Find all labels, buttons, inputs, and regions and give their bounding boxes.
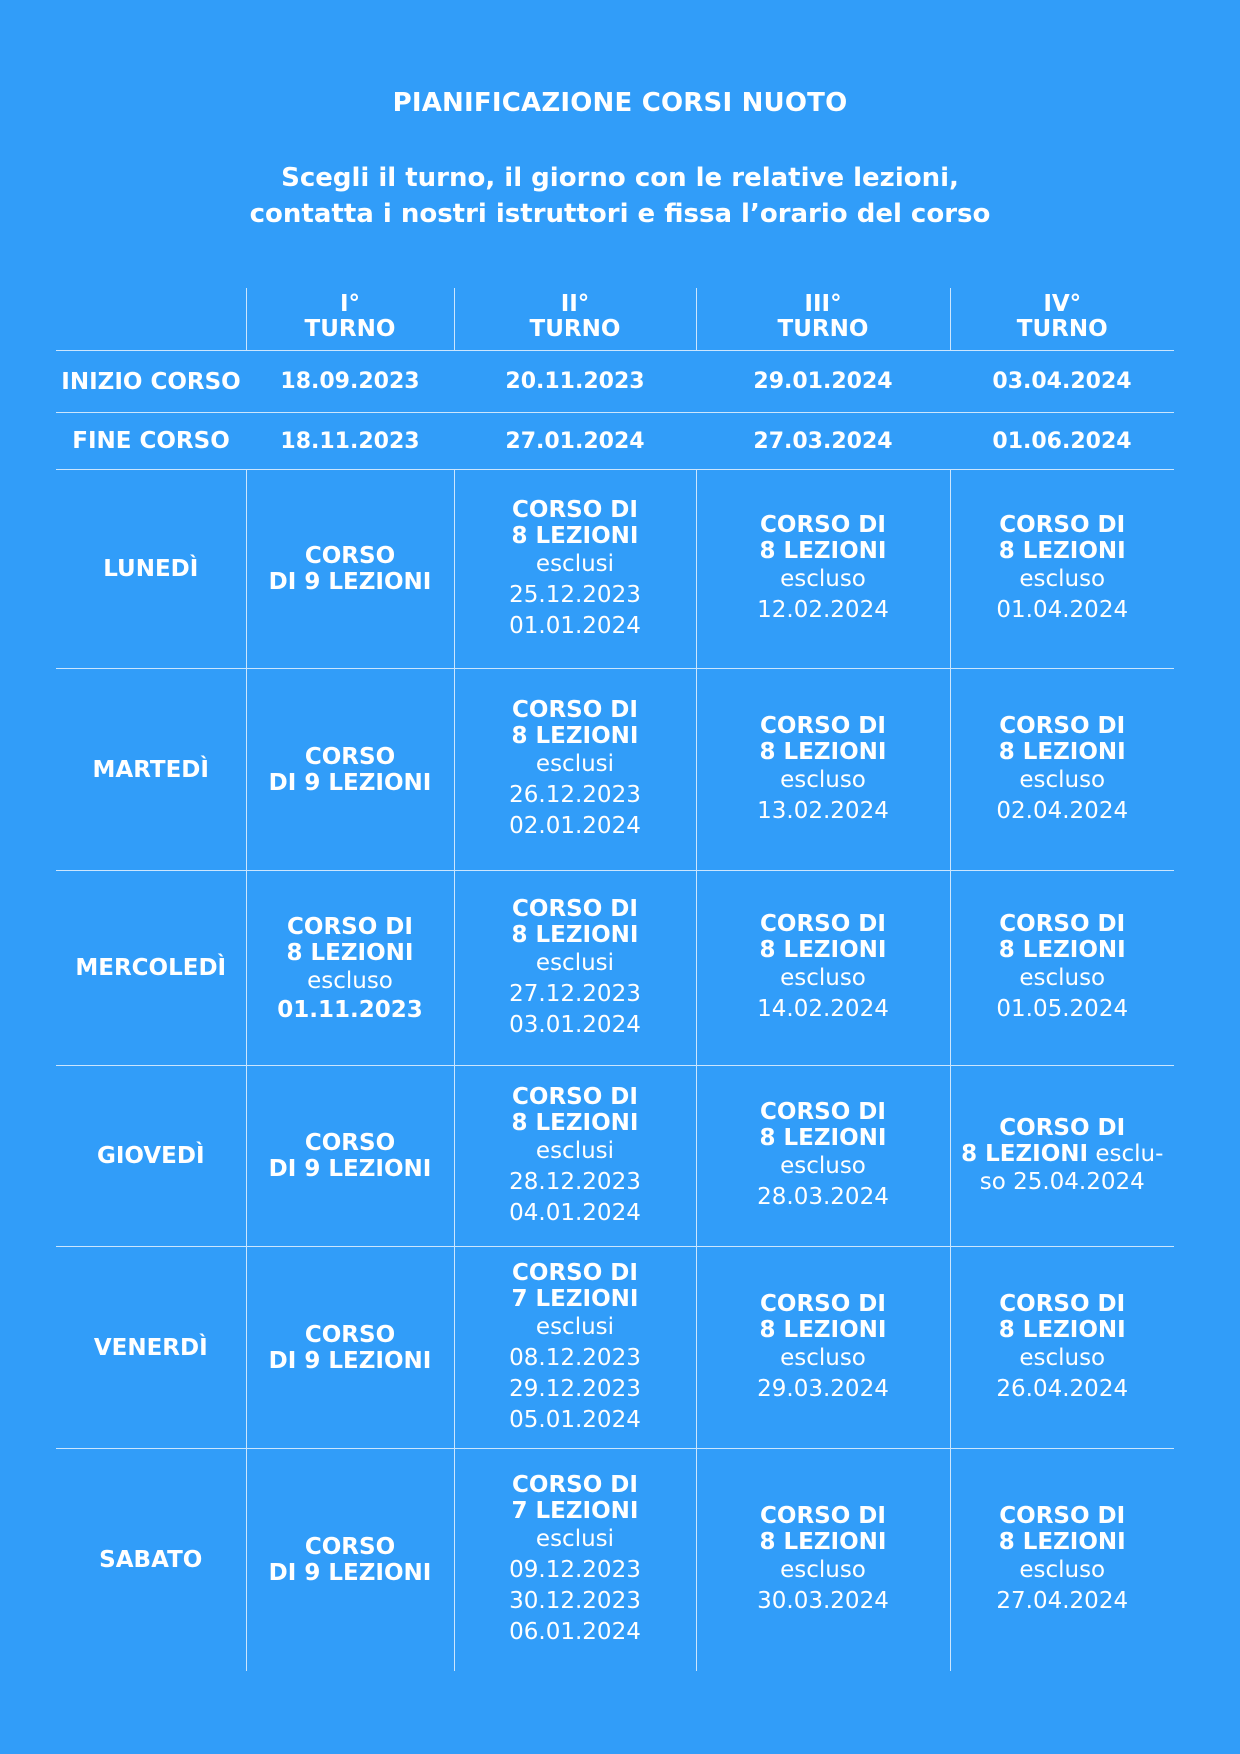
lessons-count: DI 9 LEZIONI xyxy=(268,1347,432,1374)
course-heading: CORSO xyxy=(304,1130,396,1156)
lessons-count: 8 LEZIONI xyxy=(961,1140,1089,1167)
course-info xyxy=(269,1322,432,1374)
lessons-count-line xyxy=(996,538,1128,564)
lessons-count: DI 9 LEZIONI xyxy=(268,569,432,595)
course-info xyxy=(996,512,1128,626)
course-cell xyxy=(454,1066,696,1247)
subtitle-line-1: Scegli il turno, il giorno con le relative lezioni, xyxy=(281,163,959,193)
start-date: 03.04.2024 xyxy=(950,351,1174,413)
day-row xyxy=(56,1247,1174,1449)
turno-number: III° xyxy=(804,291,842,317)
course-cell xyxy=(454,871,696,1066)
excluded-date: 02.01.2024 xyxy=(509,813,641,839)
lessons-count-line xyxy=(509,1498,641,1524)
course-cell xyxy=(950,1066,1174,1247)
course-info xyxy=(757,512,889,626)
lessons-count-line xyxy=(277,940,423,966)
row-label: INIZIO CORSO xyxy=(56,351,246,413)
lessons-count-line xyxy=(996,1317,1128,1343)
course-heading: CORSO DI xyxy=(512,1259,638,1286)
course-heading: CORSO DI xyxy=(512,1472,638,1498)
lessons-count-line xyxy=(757,1317,889,1343)
lessons-count-line xyxy=(996,937,1128,963)
course-heading: CORSO DI xyxy=(760,512,886,538)
course-heading: CORSO xyxy=(304,1321,396,1348)
course-heading: CORSO DI xyxy=(760,1503,886,1529)
end-date: 18.11.2023 xyxy=(246,413,454,470)
excluded-date: 08.12.2023 xyxy=(509,1344,641,1371)
turno-header xyxy=(696,288,950,351)
day-label: MERCOLEDÌ xyxy=(56,871,246,1066)
lessons-count: 8 LEZIONI xyxy=(998,1529,1126,1555)
excluded-date: 01.11.2023 xyxy=(277,996,423,1023)
fine-corso-row xyxy=(56,413,1174,470)
day-label: GIOVEDÌ xyxy=(56,1066,246,1247)
exclusion-label: esclusi xyxy=(535,949,615,976)
course-info xyxy=(509,1084,641,1229)
excluded-date: 30.12.2023 xyxy=(509,1588,641,1614)
page-subtitle xyxy=(0,160,1240,232)
course-heading: CORSO DI xyxy=(999,911,1126,937)
lessons-count: DI 9 LEZIONI xyxy=(268,1560,432,1586)
course-heading: CORSO DI xyxy=(999,712,1126,739)
excluded-date: 14.02.2024 xyxy=(757,996,889,1022)
end-date: 27.03.2024 xyxy=(696,413,950,470)
exclusion-label: esclusi xyxy=(535,1137,615,1164)
day-row xyxy=(56,1066,1174,1247)
corner-cell xyxy=(56,288,246,351)
excluded-date: 09.12.2023 xyxy=(509,1557,641,1583)
subtitle-line-2: contatta i nostri istruttori e fissa l’orario del corso xyxy=(249,199,991,229)
course-cell xyxy=(246,871,454,1066)
course-info xyxy=(269,744,432,796)
course-info xyxy=(757,911,889,1025)
course-info xyxy=(269,543,432,595)
exclusion-label: esclusi xyxy=(535,1313,615,1340)
course-info xyxy=(509,497,641,642)
exclusion-label: esclusi xyxy=(535,550,615,577)
lessons-count-line xyxy=(509,922,641,948)
excluded-date: 06.01.2024 xyxy=(509,1619,641,1645)
course-info xyxy=(757,713,889,827)
course-cell xyxy=(696,1247,950,1449)
lessons-count: 8 LEZIONI xyxy=(759,1316,887,1343)
course-info xyxy=(757,1291,889,1405)
day-row xyxy=(56,669,1174,871)
lessons-count: 7 LEZIONI xyxy=(511,1285,639,1312)
exclusion-label: escluso xyxy=(1019,766,1106,793)
excluded-date: 26.12.2023 xyxy=(509,782,641,808)
lessons-count: 8 LEZIONI xyxy=(759,1529,887,1555)
course-heading: CORSO DI xyxy=(760,1099,886,1125)
course-heading: CORSO DI xyxy=(512,496,638,523)
turno-label: TURNO xyxy=(1016,316,1108,342)
lessons-count-line xyxy=(269,1348,432,1374)
course-heading: CORSO xyxy=(304,543,396,569)
day-row xyxy=(56,871,1174,1066)
turno-number: I° xyxy=(339,291,361,317)
excluded-date: 25.12.2023 xyxy=(509,581,641,608)
turni-header-row xyxy=(56,288,1174,351)
lessons-count: 8 LEZIONI xyxy=(511,1109,639,1136)
course-heading: CORSO DI xyxy=(999,512,1126,538)
lessons-count-line xyxy=(509,1286,641,1312)
exclusion-label: escluso xyxy=(780,1153,866,1179)
course-cell xyxy=(696,1066,950,1247)
course-heading: CORSO DI xyxy=(760,1290,886,1317)
lessons-count: 8 LEZIONI xyxy=(998,738,1126,765)
exclusion-label: esclusi xyxy=(535,1526,615,1552)
lessons-count-line xyxy=(757,739,889,765)
page-title: PIANIFICAZIONE CORSI NUOTO xyxy=(392,88,848,118)
lessons-count: 8 LEZIONI xyxy=(286,939,414,966)
course-cell xyxy=(950,669,1174,871)
course-heading: CORSO DI xyxy=(760,712,886,739)
course-heading: CORSO DI xyxy=(287,913,413,940)
course-info xyxy=(757,1503,889,1617)
exclusion-label: escluso xyxy=(780,566,866,592)
excluded-date: 29.12.2023 xyxy=(509,1375,641,1402)
course-cell xyxy=(950,1247,1174,1449)
lessons-count: 8 LEZIONI xyxy=(998,937,1126,963)
course-info xyxy=(996,1291,1128,1405)
day-label: SABATO xyxy=(99,1547,203,1573)
lessons-count-line xyxy=(509,523,641,549)
turno-number: II° xyxy=(560,291,590,317)
excluded-date: 13.02.2024 xyxy=(757,797,889,824)
course-cell xyxy=(454,669,696,871)
course-info xyxy=(277,914,423,1023)
excluded-date: 28.12.2023 xyxy=(509,1168,641,1195)
course-heading: CORSO DI xyxy=(512,1083,638,1110)
course-cell xyxy=(696,871,950,1066)
course-info xyxy=(996,713,1128,827)
course-heading: CORSO DI xyxy=(512,697,638,723)
exclusion-label: escluso xyxy=(780,965,866,991)
course-cell xyxy=(950,871,1174,1066)
course-cell xyxy=(454,470,696,669)
lessons-count-line xyxy=(757,538,889,564)
course-info xyxy=(996,911,1128,1025)
course-cell xyxy=(454,1449,696,1672)
course-info xyxy=(996,1503,1128,1617)
excluded-date: 27.04.2024 xyxy=(996,1588,1129,1614)
course-info xyxy=(509,1472,641,1648)
schedule-table xyxy=(56,288,1174,1671)
lessons-count-line xyxy=(509,723,641,749)
lessons-count-line xyxy=(269,1156,432,1182)
lessons-count: 8 LEZIONI xyxy=(759,1125,887,1151)
exclusion-note-inline: esclu- xyxy=(1088,1140,1164,1167)
course-heading: CORSO DI xyxy=(999,1503,1126,1529)
exclusion-label: esclusi xyxy=(535,751,615,777)
inizio-corso-row xyxy=(56,351,1174,413)
start-date: 20.11.2023 xyxy=(454,351,696,413)
exclusion-label: escluso xyxy=(780,766,866,793)
course-cell xyxy=(950,1449,1174,1672)
day-label: LUNEDÌ xyxy=(56,470,246,669)
exclusion-label: escluso xyxy=(780,1344,866,1371)
lessons-count: 8 LEZIONI xyxy=(511,723,639,749)
course-info xyxy=(509,697,641,842)
course-cell xyxy=(246,669,454,871)
exclusion-label: escluso xyxy=(1019,1557,1106,1583)
turno-header xyxy=(454,288,696,351)
turno-header xyxy=(246,288,454,351)
lessons-count: 8 LEZIONI xyxy=(998,1316,1126,1343)
lessons-count: 8 LEZIONI xyxy=(759,738,887,765)
course-info xyxy=(509,896,641,1041)
lessons-count-line xyxy=(757,1529,889,1555)
exclusion-label: escluso xyxy=(1019,566,1106,592)
day-row xyxy=(56,1449,1174,1672)
course-heading: CORSO xyxy=(304,743,396,770)
lessons-count-line xyxy=(269,770,432,796)
lessons-count-line xyxy=(996,739,1128,765)
course-info xyxy=(961,1115,1163,1198)
excluded-date: so 25.04.2024 xyxy=(979,1168,1145,1195)
turno-label: TURNO xyxy=(529,316,621,342)
turno-label: TURNO xyxy=(777,316,869,342)
exclusion-label: escluso xyxy=(1019,1344,1106,1371)
lessons-count: DI 9 LEZIONI xyxy=(268,1156,432,1182)
exclusion-label: escluso xyxy=(1019,965,1106,991)
excluded-date: 30.03.2024 xyxy=(757,1588,889,1614)
lessons-count-line xyxy=(509,1110,641,1136)
lessons-count: DI 9 LEZIONI xyxy=(268,769,432,796)
course-cell xyxy=(696,470,950,669)
excluded-date: 05.01.2024 xyxy=(509,1406,641,1433)
lessons-count-line xyxy=(961,1141,1163,1167)
excluded-date: 29.03.2024 xyxy=(757,1375,889,1402)
course-cell xyxy=(696,669,950,871)
excluded-date: 02.04.2024 xyxy=(996,797,1129,824)
course-info xyxy=(269,1534,432,1586)
lessons-count-line xyxy=(757,937,889,963)
lessons-count: 8 LEZIONI xyxy=(759,538,887,564)
lessons-count-line xyxy=(269,1560,432,1586)
course-cell xyxy=(454,1247,696,1449)
course-heading: CORSO xyxy=(304,1534,396,1560)
turno-number: IV° xyxy=(1043,291,1082,317)
course-cell xyxy=(246,1066,454,1247)
end-date: 01.06.2024 xyxy=(950,413,1174,470)
row-label: FINE CORSO xyxy=(56,413,246,470)
turno-header xyxy=(950,288,1174,351)
day-label: MARTEDÌ xyxy=(56,669,246,871)
day-label: VENERDÌ xyxy=(56,1247,246,1449)
lessons-count-line xyxy=(269,569,432,595)
lessons-count: 8 LEZIONI xyxy=(511,921,639,948)
course-heading: CORSO DI xyxy=(999,1114,1126,1141)
excluded-date: 12.02.2024 xyxy=(757,597,889,623)
excluded-date: 27.12.2023 xyxy=(509,980,641,1007)
course-cell xyxy=(950,470,1174,669)
exclusion-label: escluso xyxy=(780,1557,866,1583)
course-heading: CORSO DI xyxy=(999,1290,1126,1317)
course-cell xyxy=(246,1449,454,1672)
lessons-count: 8 LEZIONI xyxy=(998,538,1126,564)
course-heading: CORSO DI xyxy=(760,911,886,937)
excluded-date: 01.05.2024 xyxy=(996,996,1129,1022)
day-row xyxy=(56,470,1174,669)
lessons-count-line xyxy=(996,1529,1128,1555)
course-cell xyxy=(696,1449,950,1672)
course-heading: CORSO DI xyxy=(512,895,638,922)
excluded-date: 28.03.2024 xyxy=(757,1184,889,1210)
start-date: 29.01.2024 xyxy=(696,351,950,413)
course-info xyxy=(269,1130,432,1182)
end-date: 27.01.2024 xyxy=(454,413,696,470)
lessons-count-line xyxy=(757,1125,889,1151)
start-date: 18.09.2023 xyxy=(246,351,454,413)
course-info xyxy=(509,1260,641,1436)
excluded-date: 01.01.2024 xyxy=(509,612,641,639)
excluded-date: 26.04.2024 xyxy=(996,1375,1129,1402)
course-info xyxy=(757,1099,889,1213)
excluded-date: 03.01.2024 xyxy=(509,1011,641,1038)
lessons-count: 8 LEZIONI xyxy=(759,937,887,963)
course-cell xyxy=(246,1247,454,1449)
turno-label: TURNO xyxy=(304,316,396,342)
excluded-date: 04.01.2024 xyxy=(509,1199,641,1226)
excluded-date: 01.04.2024 xyxy=(996,597,1129,623)
lessons-count: 8 LEZIONI xyxy=(511,522,639,549)
course-cell xyxy=(246,470,454,669)
lessons-count: 7 LEZIONI xyxy=(511,1498,639,1524)
exclusion-label: escluso xyxy=(307,967,393,994)
